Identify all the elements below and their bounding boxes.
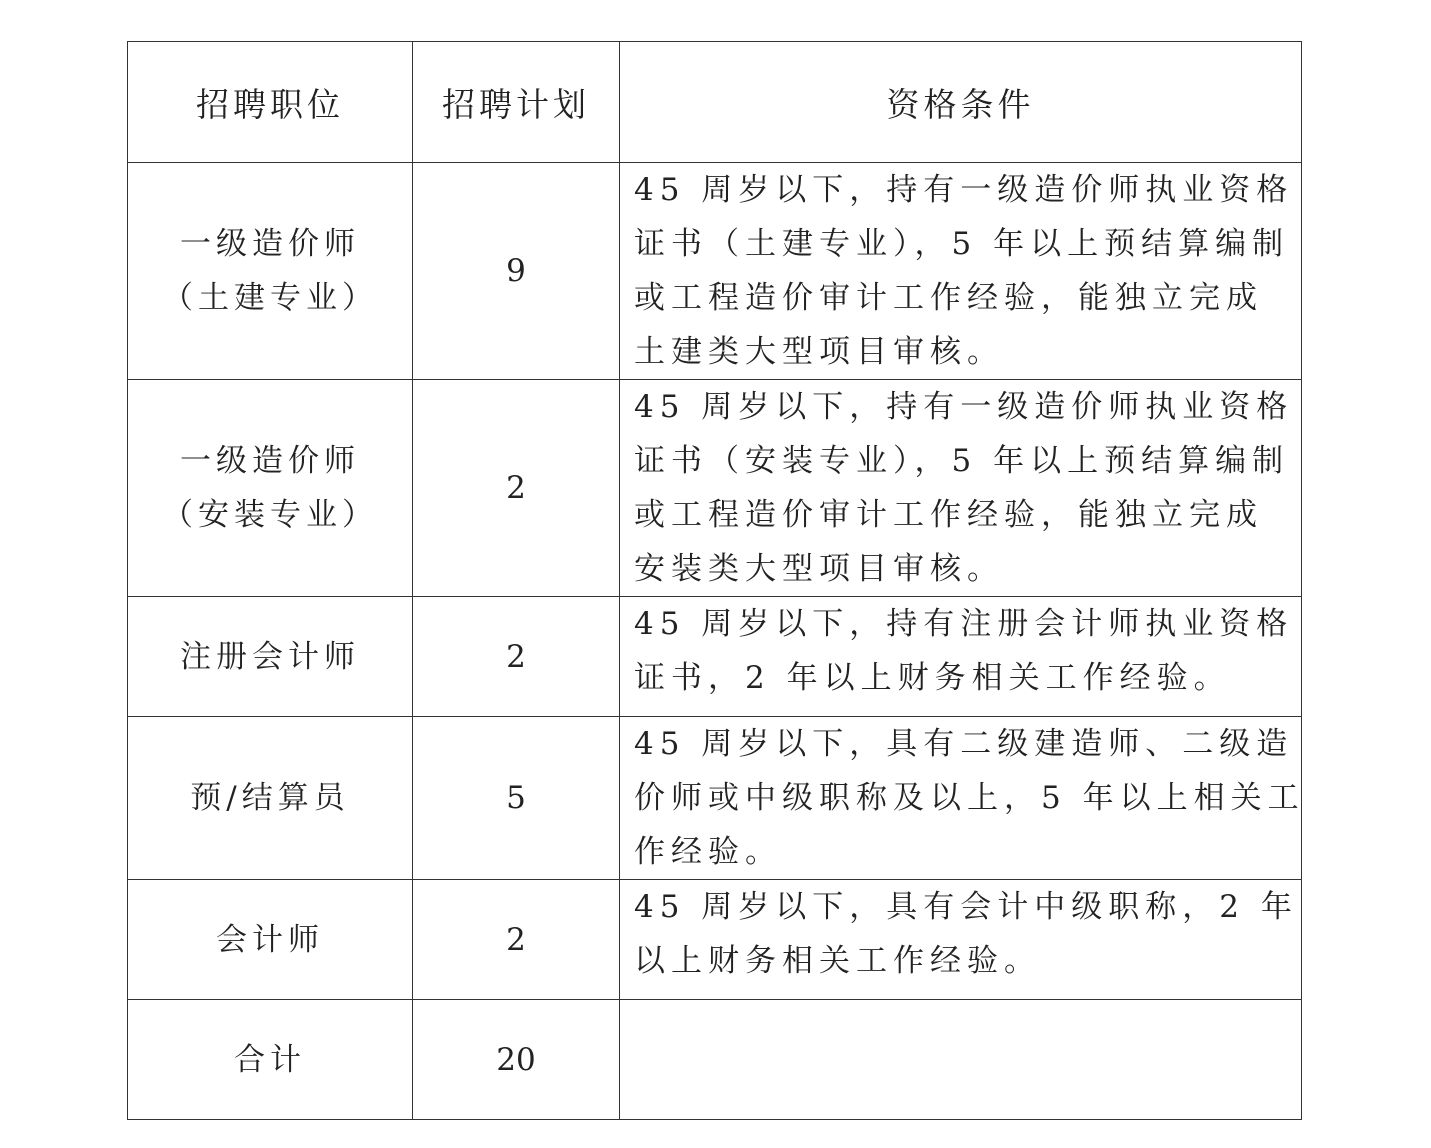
requirements-cell [620,880,1302,1000]
table-row [128,163,1302,380]
total-requirements-cell [620,1000,1302,1120]
recruitment-table [127,41,1305,1120]
requirement-line: 作经验。 [634,834,782,870]
header-position: 招聘职位 [128,42,413,163]
position-line: （土建专业） [162,280,378,316]
requirement-line: 45 周岁以下，持有一级造价师执业资格 [634,172,1294,208]
requirement-line: 或工程造价审计工作经验，能独立完成 [634,280,1263,316]
requirement-line: 45 周岁以下，具有会计中级职称，2 年 [634,889,1298,925]
table-header-row [128,42,1302,163]
requirement-line: 价师或中级职称及以上，5 年以上相关工 [634,780,1305,816]
position-cell [128,380,413,597]
plan-cell: 9 [413,163,620,380]
table-row [128,597,1302,717]
requirements-cell [620,597,1302,717]
requirement-line: 45 周岁以下，持有注册会计师执业资格 [634,606,1294,642]
position-line: 一级造价师 [180,443,360,479]
position-line: 会计师 [216,921,324,958]
requirement-line: 土建类大型项目审核。 [634,334,1004,370]
position-line: 注册会计师 [180,638,360,675]
requirement-line: 45 周岁以下，持有一级造价师执业资格 [634,389,1294,425]
plan-cell: 2 [413,880,620,1000]
position-cell [128,163,413,380]
position-cell [128,880,413,1000]
total-row [128,1000,1302,1120]
requirement-line: 安装类大型项目审核。 [634,551,1004,587]
position-line: 一级造价师 [180,226,360,262]
requirement-line: 或工程造价审计工作经验，能独立完成 [634,497,1263,533]
requirement-line: 以上财务相关工作经验。 [634,943,1041,979]
requirement-line: 证书（土建专业），5 年以上预结算编制 [634,226,1290,262]
total-label-cell: 合计 [128,1000,413,1120]
position-line: 预/结算员 [190,780,350,816]
requirement-line: 45 周岁以下，具有二级建造师、二级造 [634,726,1294,762]
requirement-line: 证书（安装专业），5 年以上预结算编制 [634,443,1290,479]
requirements-cell [620,717,1305,880]
requirements-cell [620,163,1302,380]
position-cell [128,717,413,880]
table-row [128,380,1302,597]
requirements-cell [620,380,1302,597]
position-cell [128,597,413,717]
table-row [128,717,1302,880]
table-row [128,880,1302,1000]
header-requirements: 资格条件 [620,42,1302,163]
plan-cell: 2 [413,597,620,717]
requirement-line: 证书，2 年以上财务相关工作经验。 [634,660,1231,696]
header-plan: 招聘计划 [413,42,620,163]
position-line: （安装专业） [162,497,378,533]
plan-cell: 2 [413,380,620,597]
plan-cell: 5 [413,717,620,880]
total-plan-cell: 20 [413,1000,620,1120]
